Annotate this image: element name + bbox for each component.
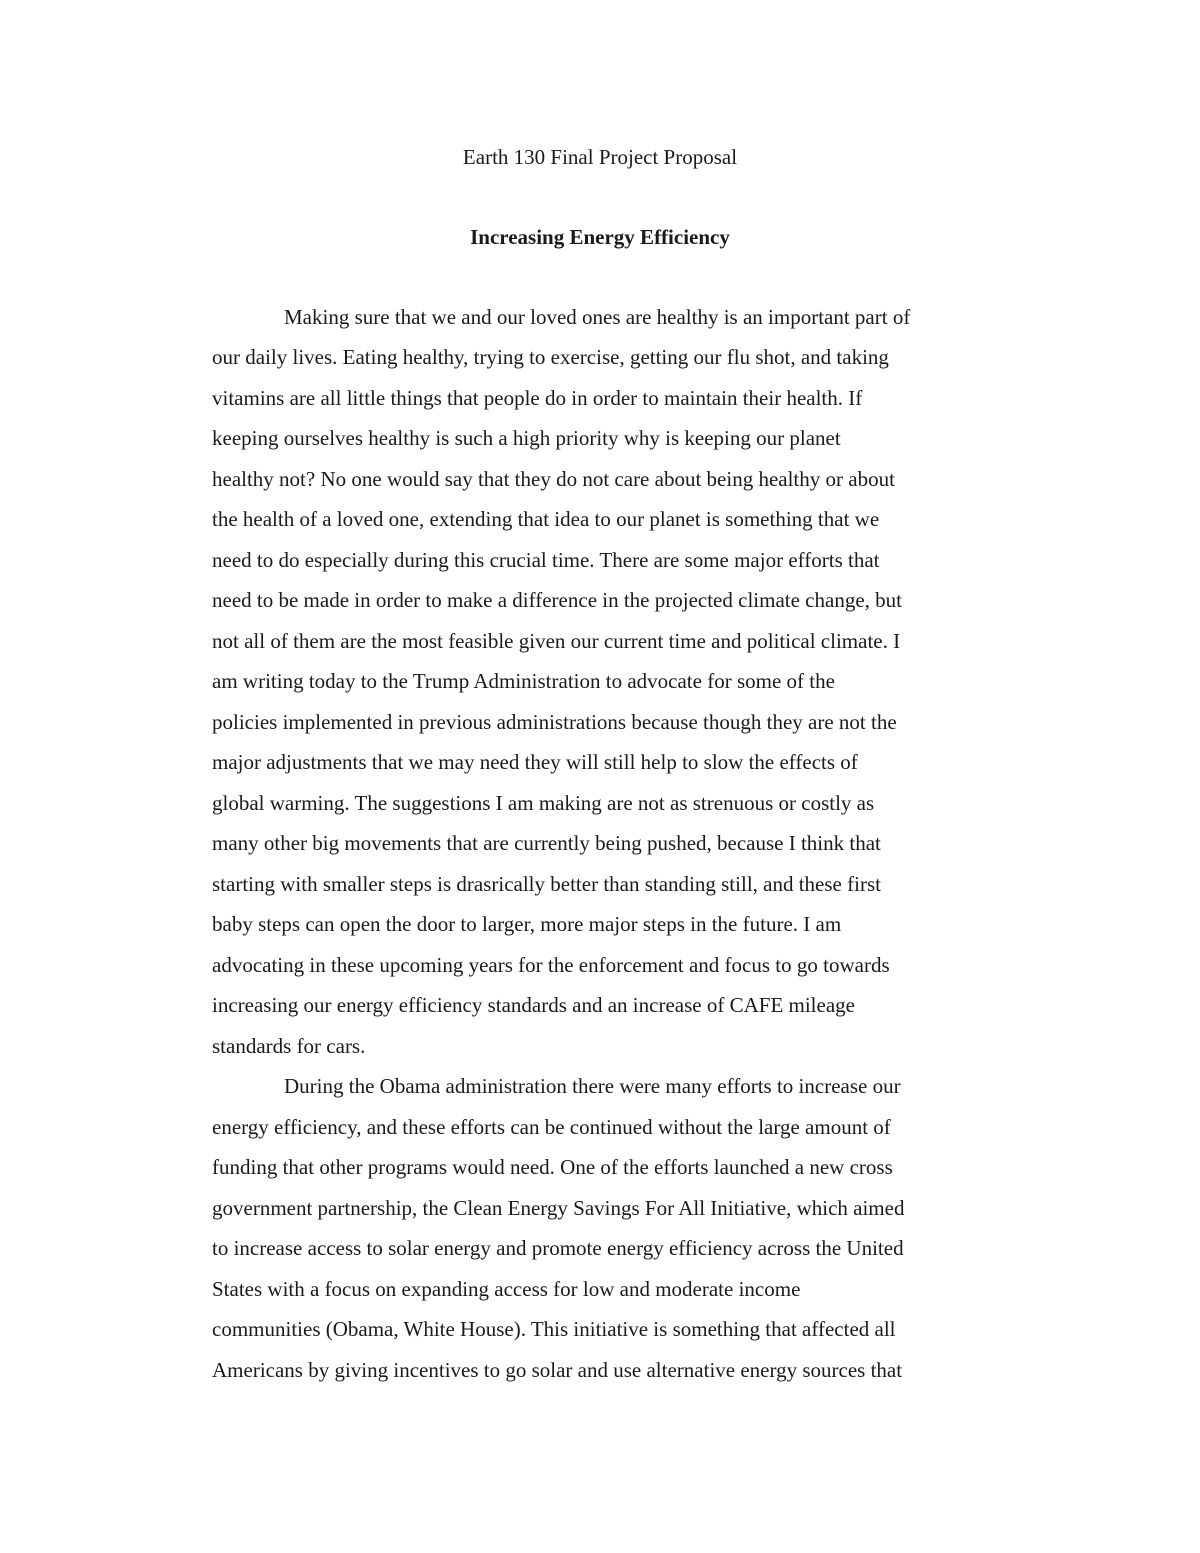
paragraph-1-line-7: need to do especially during this crucial time. There are some major efforts that: [212, 548, 880, 572]
paragraph-1-line-8: need to be made in order to make a difference in the projected climate change, but: [212, 588, 902, 612]
paragraph-1-line-4: keeping ourselves healthy is such a high priority why is keeping our planet: [212, 426, 841, 450]
paragraph-1-line-11: policies implemented in previous administrations because though they are not the: [212, 710, 897, 734]
paragraph-1-line-6: the health of a loved one, extending that idea to our planet is something that we: [212, 507, 880, 531]
paragraph-1-line-3: vitamins are all little things that people do in order to maintain their health. If: [212, 386, 863, 410]
paragraph-1-line-2: our daily lives. Eating healthy, trying to exercise, getting our flu shot, and taking: [212, 345, 889, 369]
paragraph-1-line-17: advocating in these upcoming years for the enforcement and focus to go towards: [212, 953, 890, 977]
course-title: Earth 130 Final Project Proposal: [462, 145, 738, 169]
paragraph-1-line-9: not all of them are the most feasible given our current time and political climate. I: [212, 629, 901, 653]
paragraph-1-line-18: increasing our energy efficiency standards and an increase of CAFE mileage: [212, 993, 855, 1017]
paragraph-2-line-3: funding that other programs would need. One of the efforts launched a new cross: [212, 1155, 893, 1179]
paragraph-1-line-16: baby steps can open the door to larger, more major steps in the future. I am: [212, 912, 842, 936]
paragraph-1-line-19: standards for cars.: [212, 1034, 366, 1058]
paragraph-1-line-5: healthy not? No one would say that they do not care about being healthy or about: [212, 467, 895, 491]
paragraph-2-line-1: During the Obama administration there were many efforts to increase our: [284, 1074, 901, 1098]
paragraph-1-line-15: starting with smaller steps is drasrically better than standing still, and these first: [212, 872, 881, 896]
paragraph-2-line-8: Americans by giving incentives to go solar and use alternative energy sources that: [212, 1358, 903, 1382]
paragraph-1-line-1: Making sure that we and our loved ones are healthy is an important part of: [284, 305, 911, 329]
paragraph-1-line-12: major adjustments that we may need they will still help to slow the effects of: [212, 750, 858, 774]
paragraph-2-line-2: energy efficiency, and these efforts can be continued without the large amount of: [212, 1115, 891, 1139]
paragraph-2-line-6: States with a focus on expanding access for low and moderate income: [212, 1277, 801, 1301]
paragraph-2-line-4: government partnership, the Clean Energy Savings For All Initiative, which aimed: [212, 1196, 905, 1220]
document-heading: Increasing Energy Efficiency: [470, 225, 730, 249]
paragraph-1-line-10: am writing today to the Trump Administration to advocate for some of the: [212, 669, 835, 693]
paragraph-1-line-13: global warming. The suggestions I am making are not as strenuous or costly as: [212, 791, 875, 815]
paragraph-2-line-7: communities (Obama, White House). This initiative is something that affected all: [212, 1317, 896, 1341]
paragraph-2-line-5: to increase access to solar energy and promote energy efficiency across the United: [212, 1236, 904, 1260]
paragraph-1-line-14: many other big movements that are currently being pushed, because I think that: [212, 831, 881, 855]
